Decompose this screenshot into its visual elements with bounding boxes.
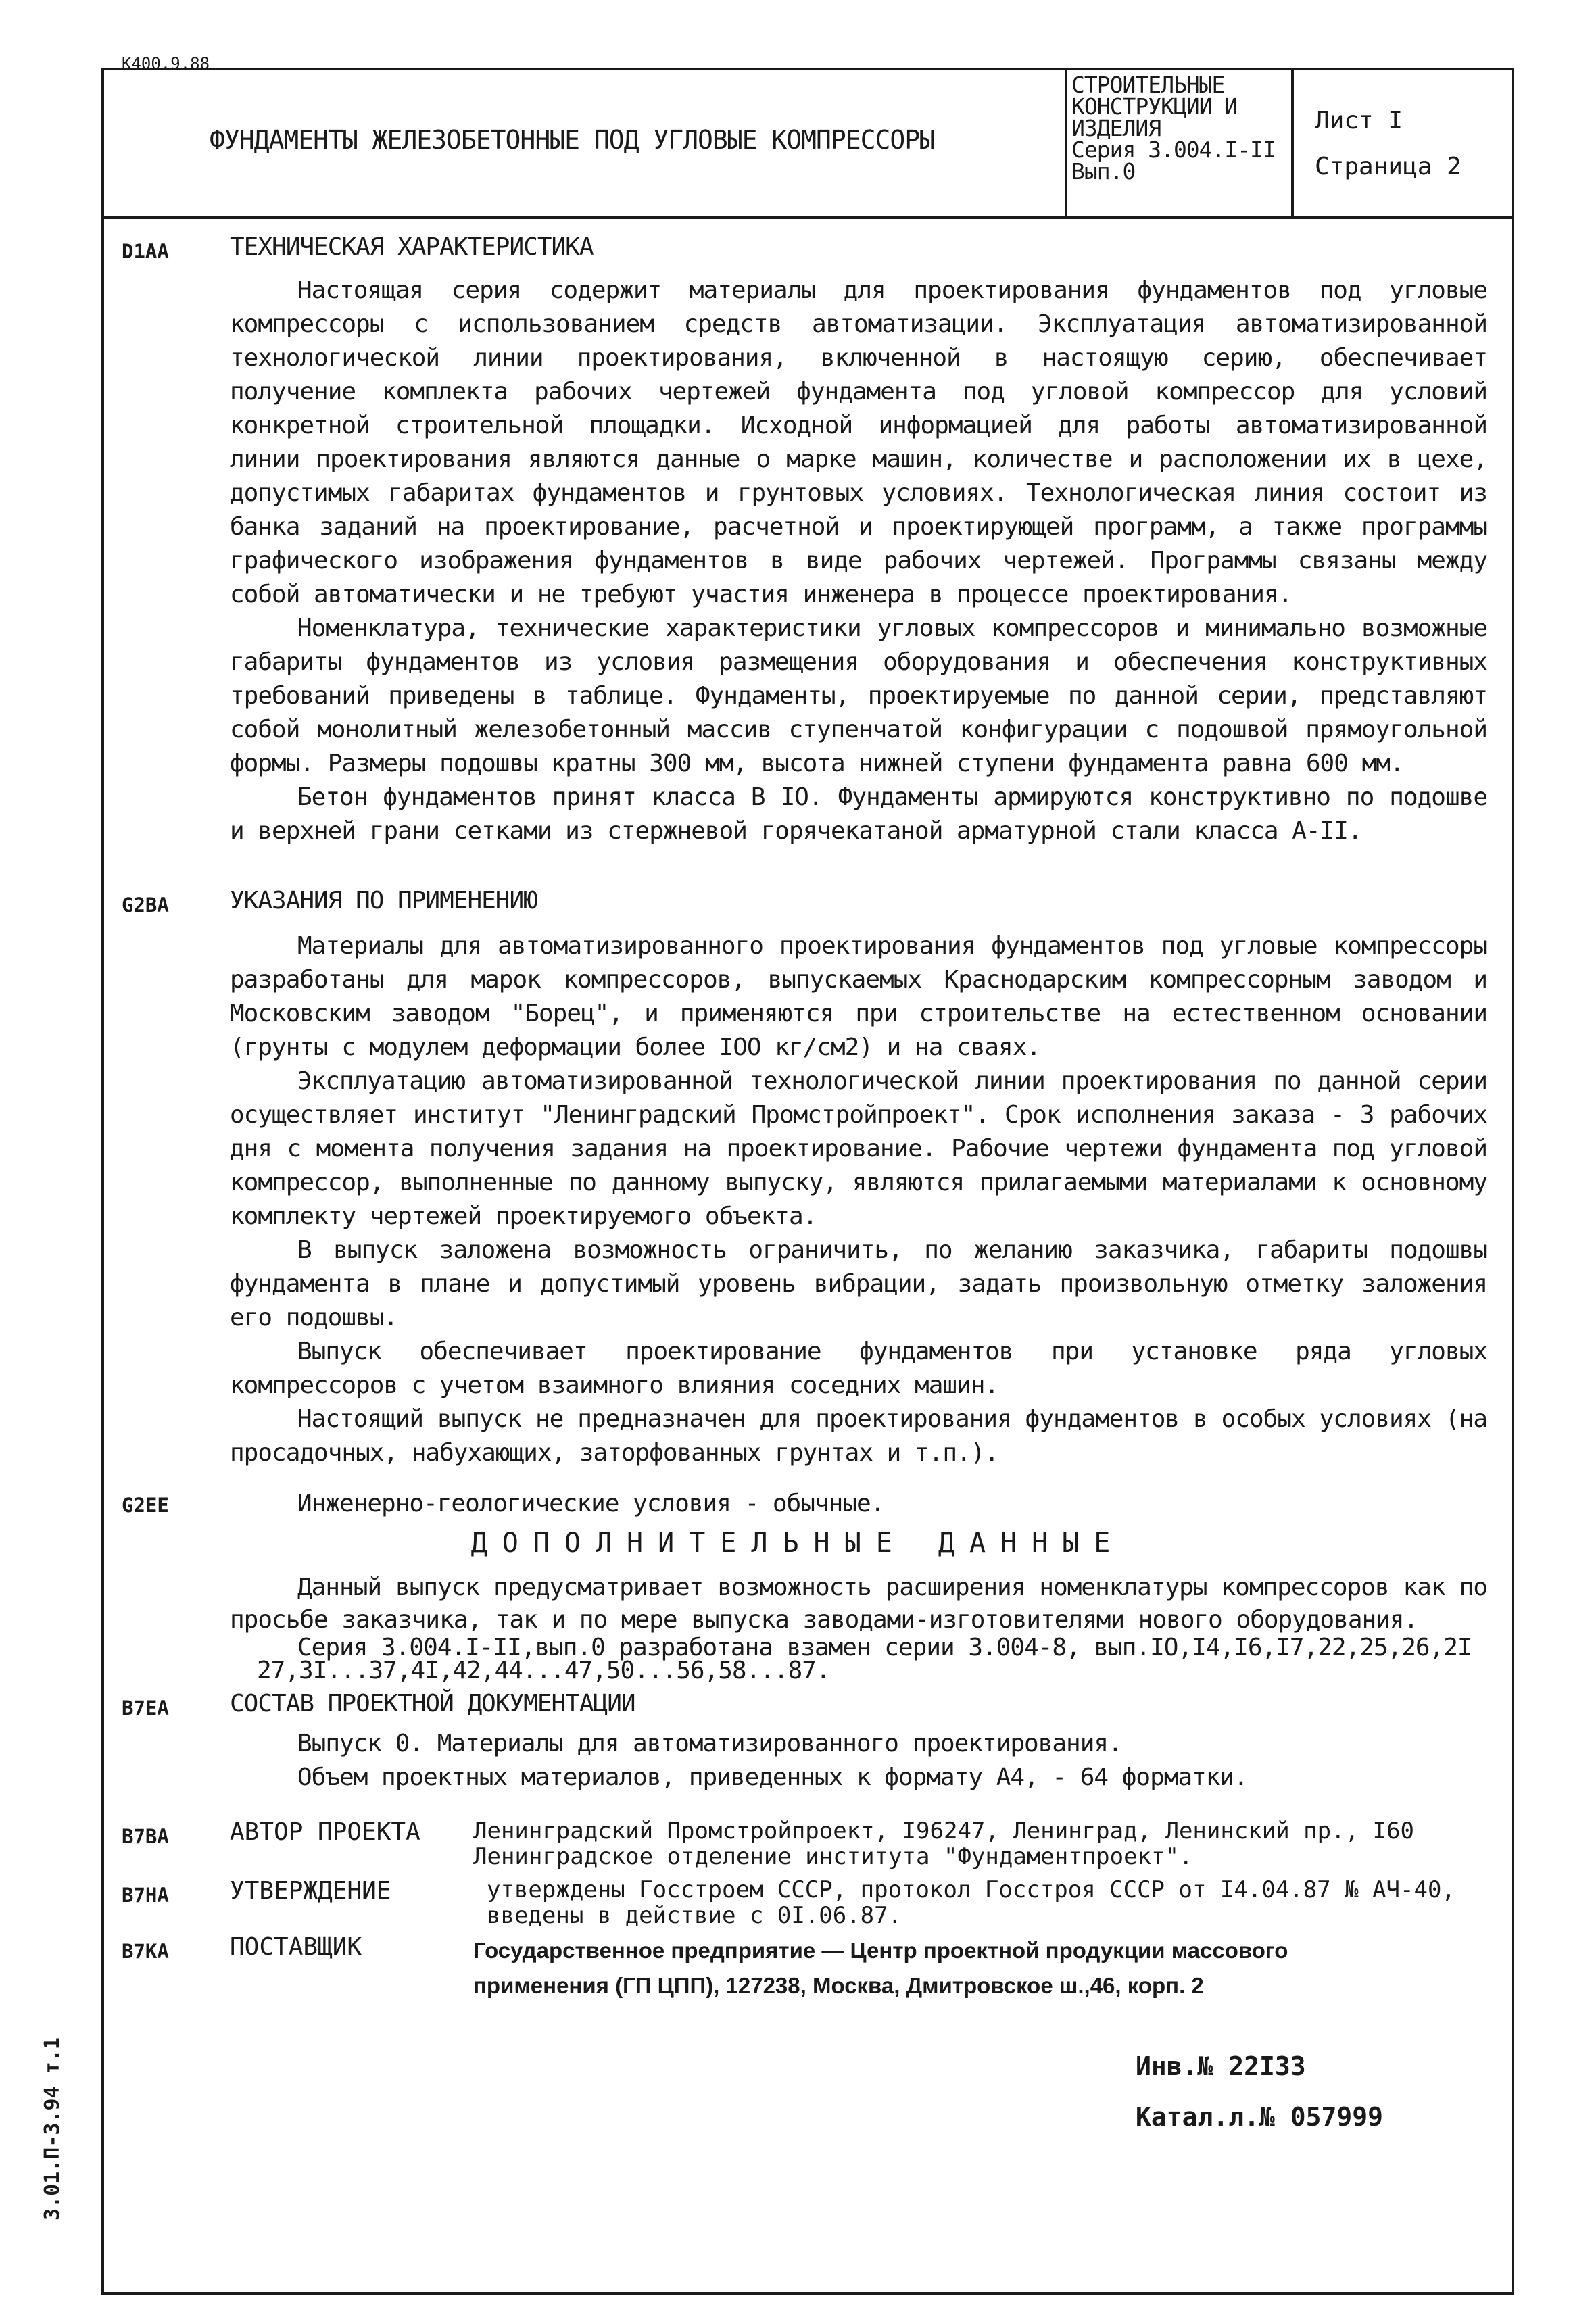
section-heading: УКАЗАНИЯ ПО ПРИМЕНЕНИЮ xyxy=(230,887,537,915)
top-stamp: К400.9.88 xyxy=(122,54,210,73)
approval-line: утверждены Госстроем СССР, протокол Госстроя СССР от I4.04.87 № АЧ-40, xyxy=(487,1876,1455,1903)
paragraph: В выпуск заложена возможность ограничить, по желанию заказчика, габариты подошвы фундамента в плане и допустимый уровень вибрации, задать произвольную отметку заложения его подошвы. xyxy=(230,1236,1487,1332)
paragraph: Номенклатура, технические характеристики угловых компрессоров и минимально возможные габариты фундаментов из условия размещения оборудования и обеспечения конструктивных требований приведены в таблице. Фундаменты, проектируемые по данной серии, представляют собой монолитный железобетонный массив ступенчатой конфигурации с подошвой прямоугольной формы. Размеры подошвы кратны 300 мм, высота нижней ступени фундамента равна 600 мм. xyxy=(230,614,1487,777)
series-line: КОНСТРУКЦИИ И xyxy=(1071,93,1238,120)
series-line: Серия 3.004.I-II xyxy=(1071,137,1276,163)
section-heading: ТЕХНИЧЕСКАЯ ХАРАКТЕРИСТИКА xyxy=(230,233,594,261)
document-title: ФУНДАМЕНТЫ ЖЕЛЕЗОБЕТОННЫЕ ПОД УГЛОВЫЕ КОМПРЕССОРЫ xyxy=(210,125,935,155)
section-heading: СОСТАВ ПРОЕКТНОЙ ДОКУМЕНТАЦИИ xyxy=(230,1690,635,1717)
paragraph: Выпуск обеспечивает проектирование фундаментов при установке ряда угловых компрессоров с учетом взаимного влияния соседних машин. xyxy=(230,1338,1487,1399)
additional-data-title: ДОПОЛНИТЕЛЬНЫЕ ДАННЫЕ xyxy=(470,1528,1126,1559)
paragraph: Настоящая серия содержит материалы для проектирования фундаментов под угловые компрессоры с использованием средств автоматизации. Эксплуатация автоматизированной технологической линии проектирования, включенной в настоящую серию, обеспечивает получение комплекта рабочих чертежей фундамента под угловой компрессор для условий конкретной строительной площадки. Исходной информацией для работы автоматизированной линии проектирования являются данные о марке машин, количестве и расположении их в цехе, допустимых габаритах фундаментов и грунтовых условиях. Технологическая линия состоит из банка заданий на проектирование, расчетной и проектирующей программ, а также программы графического изображения фундаментов в виде рабочих чертежей. Программы связаны между собой автоматически и не требуют участия инженера в процессе проектирования. xyxy=(230,276,1487,608)
section-body xyxy=(230,1487,1487,1521)
section-code: B7KA xyxy=(122,1940,169,1963)
supplier-line: Государственное предприятие — Центр проектной продукции массового xyxy=(473,1938,1288,1963)
header-divider xyxy=(101,216,1514,219)
additional-data-body xyxy=(230,1571,1487,1682)
series-line: СТРОИТЕЛЬНЫЕ xyxy=(1071,72,1225,98)
paragraph: Инженерно-геологические условия - обычные. xyxy=(297,1490,885,1517)
author-value xyxy=(473,1818,1487,1870)
approval-value xyxy=(487,1877,1501,1928)
page-number: Страница 2 xyxy=(1315,153,1461,180)
series-line: Вып.0 xyxy=(1071,158,1136,185)
approval-label: УТВЕРЖДЕНИЕ xyxy=(230,1877,391,1905)
supplier-label: ПОСТАВЩИК xyxy=(230,1933,362,1961)
supplier-line: применения (ГП ЦПП), 127238, Москва, Дмитровское ш.,46, корп. 2 xyxy=(473,1973,1204,1998)
section-code: D1AA xyxy=(122,240,169,263)
paragraph: Выпуск 0. Материалы для автоматизированного проектирования. xyxy=(297,1730,1122,1757)
inventory-number: Инв.№ 22I33 xyxy=(1136,2051,1306,2081)
paragraph: Серия 3.004.I-II,вып.0 разработана взамен серии 3.004-8, вып.IО,I4,I6,I7,22,25,26,2I xyxy=(297,1634,1472,1661)
paragraph: Объем проектных материалов, приведенных к формату А4, - 64 форматки. xyxy=(297,1763,1248,1791)
author-line: Ленинградское отделение института "Фундаментпроект". xyxy=(473,1843,1193,1870)
section-code: B7EA xyxy=(122,1697,169,1720)
section-body xyxy=(230,1727,1487,1795)
section-body xyxy=(230,929,1487,1470)
section-code: B7HA xyxy=(122,1884,169,1907)
section-body xyxy=(230,274,1487,848)
paragraph: Эксплуатацию автоматизированной технологической линии проектирования по данной серии осуществляет институт "Ленинградский Промстройпроект". Срок исполнения заказа - 3 рабочих дня с момента получения задания на проектирование. Рабочие чертежи фундамента под угловой компрессор, выполненные по данному выпуску, являются прилагаемыми материалами к основному комплекту чертежей проектируемого объекта. xyxy=(230,1067,1487,1230)
paragraph: Бетон фундаментов принят класса В IО. Фундаменты армируются конструктивно по подошве и верхней грани сетками из стержневой горячекатаной арматурной стали класса А-II. xyxy=(230,783,1487,845)
paragraph: 27,3I...37,4I,42,44...47,50...56,58...87. xyxy=(257,1657,830,1684)
section-code: G2BA xyxy=(122,894,169,917)
approval-line: введены в действие с 0I.06.87. xyxy=(487,1902,902,1929)
header-divider-left xyxy=(1065,68,1067,216)
series-box xyxy=(1071,72,1295,185)
supplier-value xyxy=(473,1933,1487,2003)
sheet-box xyxy=(1315,98,1461,190)
sheet-number: Лист I xyxy=(1315,107,1403,135)
side-stamp: 3.01.П-3.94 т.1 xyxy=(41,2037,64,2220)
author-line: Ленинградский Промстройпроект, I96247, Ленинград, Ленинский пр., I60 xyxy=(473,1818,1414,1845)
series-line: ИЗДЕЛИЯ xyxy=(1071,115,1161,141)
section-code: B7BA xyxy=(122,1825,169,1848)
paragraph: Материалы для автоматизированного проектирования фундаментов под угловые компрессоры разработаны для марок компрессоров, выпускаемых Краснодарским компрессорным заводом и Московским заводом "Борец", и применяются при строительстве на естественном основании (грунты с модулем деформации более IОО кг/см2) и на сваях. xyxy=(230,932,1487,1061)
paragraph: Настоящий выпуск не предназначен для проектирования фундаментов в особых условиях (на просадочных, набухающих, заторфованных грунтах и т.п.). xyxy=(230,1405,1487,1467)
paragraph: Данный выпуск предусматривает возможность расширения номенклатуры компрессоров как по просьбе заказчика, так и по мере выпуска заводами-изготовителями нового оборудования. xyxy=(230,1574,1487,1634)
section-code: G2EE xyxy=(122,1494,169,1517)
author-label: АВТОР ПРОЕКТА xyxy=(230,1818,420,1846)
catalog-number: Катал.л.№ 057999 xyxy=(1136,2102,1384,2132)
